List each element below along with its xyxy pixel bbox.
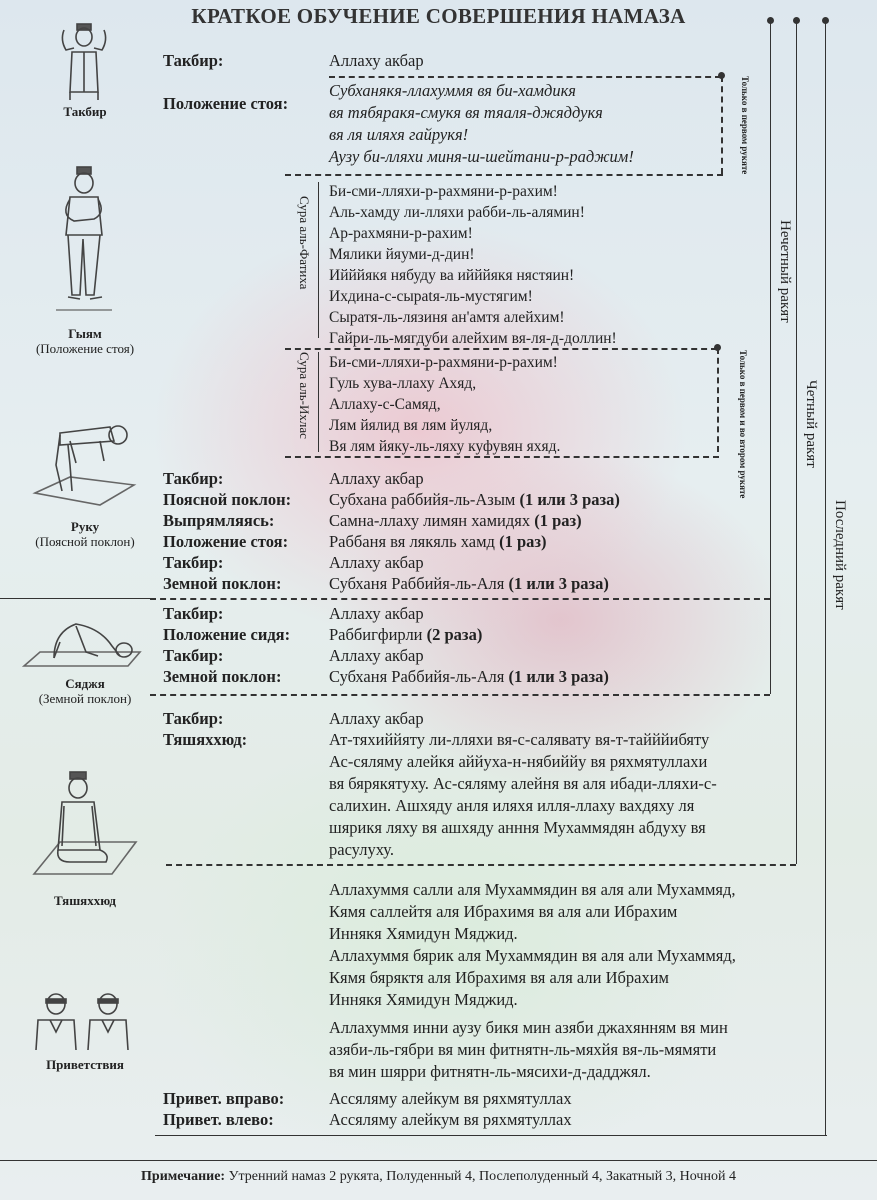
even-rakat-label: Четный ракят — [803, 380, 819, 468]
opening-line: Субханякя-ллахуммя вя би-хамдикя — [329, 81, 576, 100]
note-text: Утренний намаз 2 рукята, Полуденный 4, Послеполуденный 4, Закатный 3, Ночной 4 — [225, 1169, 736, 1184]
sitting-label: Положение сидя: — [163, 625, 291, 644]
takbir-figure-icon — [52, 22, 118, 102]
sitting-label: Земной поклон: — [163, 667, 282, 686]
sitting-text: Субханя Раббийя-ль-Аля — [329, 667, 509, 686]
prostration-caption — [10, 676, 160, 706]
tashahhud-line: расулуху. — [329, 840, 395, 859]
odd-rakat-bracket — [770, 21, 771, 694]
footer-note — [0, 1169, 877, 1185]
first-rakat-vdash — [721, 76, 723, 174]
sitting-count: (1 или 3 раза) — [508, 667, 609, 686]
takbir-label: Такбир: — [163, 51, 224, 70]
sitting-label: Такбир: — [163, 646, 224, 665]
standing-figure-icon — [50, 165, 120, 320]
bowing-text: Самна-ллаху лимян хамидях — [329, 511, 535, 530]
greetings-bottom-line — [155, 1135, 827, 1136]
ikhlas-label: Сура аль-Ихлас — [297, 352, 312, 439]
page-title: КРАТКОЕ ОБУЧЕНИЕ СОВЕРШЕНИЯ НАМАЗА — [191, 4, 686, 28]
ikhlas-line: Вя лям йяку-ль-ляху куфувян яхяд. — [329, 438, 561, 455]
sitting-text: Раббигфирли — [329, 625, 427, 644]
bowing-label: Положение стоя: — [163, 532, 289, 551]
tashahhud-line: вя бярякятуху. Ас-сяляму алейня вя аля ибади-лляхи-с- — [329, 774, 717, 793]
fatiha-line: Аль-хамду ли-лляхи рабби-ль-алямин! — [329, 204, 585, 221]
greeting-value: Ассяляму алейкум вя ряхмятуллах — [329, 1110, 572, 1129]
figure-name: Гыям — [68, 326, 102, 341]
bowing-label: Земной поклон: — [163, 574, 282, 593]
bowing-value — [329, 552, 424, 573]
sitting-count: (2 раза) — [426, 625, 483, 644]
sitting-label: Такбир: — [163, 604, 224, 623]
sitting-bottom-dash — [150, 694, 770, 696]
salawat-line: Иннякя Хямидун Мяджид. — [329, 990, 518, 1009]
fatiha-top-dash — [285, 174, 723, 176]
fatiha-label: Сура аль-Фатиха — [297, 196, 312, 290]
bowing-value — [329, 510, 582, 531]
greetings-caption — [10, 1057, 160, 1072]
last-rakat-label: Последний ракят — [832, 500, 848, 610]
ikhlas-bottom-dash — [285, 456, 719, 458]
fatiha-line: Сыратя-ль-лязиня ан'амтя алейхим! — [329, 309, 565, 326]
dua-line: вя мин шярри фитнятн-ль-мясихи-д-дадджял. — [329, 1062, 651, 1081]
tashahhud-takbir-value: Аллаху акбар — [329, 709, 424, 728]
bowing-label: Такбир: — [163, 553, 224, 572]
bowing-text: Субхана раббийя-ль-Азым — [329, 490, 520, 509]
tashahhud-line: шярикя ляху вя ашхяду анння Мухаммядян абдуху вя — [329, 818, 706, 837]
first-rakat-note: Только в первом рукяте — [740, 76, 750, 175]
bowing-label: Такбир: — [163, 469, 224, 488]
bowing-text: Аллаху акбар — [329, 553, 424, 572]
sitting-value — [329, 624, 482, 645]
bowing-label: Поясной поклон: — [163, 490, 292, 509]
tashahhud-line: Ас-сяляму алейкя аййуха-н-нябиййу вя ряхмятуллахи — [329, 752, 708, 771]
standing-label: Положение стоя: — [163, 94, 289, 113]
ikhlas-line: Аллаху-с-Самяд, — [329, 396, 441, 413]
bowing-value — [329, 489, 620, 510]
fatiha-line: Би-сми-лляхи-р-рахмяни-р-рахим! — [329, 183, 558, 200]
bowing-bottom-dash — [150, 598, 770, 600]
bowing-count: (1 или 3 раза) — [508, 574, 609, 593]
note-label: Примечание: — [141, 1169, 226, 1184]
standing-caption — [10, 326, 160, 356]
fatiha-line: Ар-рахмяни-р-рахим! — [329, 225, 473, 242]
bowing-text: Раббаня вя лякяль хамд — [329, 532, 500, 551]
bowing-count: (1 раз) — [499, 532, 547, 551]
takbir-value: Аллаху акбар — [329, 51, 424, 70]
tashahhud-caption — [10, 893, 160, 908]
tashahhud-takbir-label: Такбир: — [163, 709, 224, 728]
bowing-value — [329, 531, 547, 552]
prostration-figure-icon — [20, 612, 145, 674]
bowing-caption — [10, 519, 160, 549]
figure-sub: (Земной поклон) — [38, 691, 132, 706]
left-divider — [0, 598, 150, 599]
ikhlas-line: Гуль хува-ллаху Ахяд, — [329, 375, 477, 392]
even-rakat-bracket — [796, 21, 797, 864]
ikhlas-note: Только в первом и во втором рукяте — [738, 350, 748, 499]
fatiha-line: Ихдина-с-сырatя-ль-мустягим! — [329, 288, 533, 305]
figure-name: Такбир — [63, 104, 107, 119]
ikhlas-line: Лям йялид вя лям йуляд, — [329, 417, 493, 434]
fatiha-line: Мялики йяуми-д-дин! — [329, 246, 475, 263]
bowing-value — [329, 468, 424, 489]
salawat-line: Аллахуммя салли аля Мухаммядин вя аля али Мухаммяд, — [329, 880, 736, 899]
figure-sub: (Положение стоя) — [35, 341, 135, 356]
salawat-line: Иннякя Хямидун Мяджид. — [329, 924, 518, 943]
figure-sub: (Поясной поклон) — [35, 534, 135, 549]
bowing-text: Субханя Раббийя-ль-Аля — [329, 574, 509, 593]
odd-rakat-label: Нечетный ракят — [777, 220, 793, 323]
tashahhud-figure-icon — [30, 770, 140, 885]
sitting-text: Аллаху акбар — [329, 604, 424, 623]
sitting-value — [329, 645, 424, 666]
figure-name: Приветствия — [46, 1057, 124, 1072]
tashahhud-bottom-dash — [166, 864, 796, 866]
sitting-text: Аллаху акбар — [329, 646, 424, 665]
bowing-figure-icon — [30, 405, 140, 515]
greetings-figure-icon — [22, 990, 142, 1052]
bowing-label: Выпрямляясь: — [163, 511, 275, 530]
salawat-line: Кямя бяряктя аля Ибрахимя вя аля али Ибрахим — [329, 968, 669, 987]
opening-line: Аузу би-лляхи миня-ш-шейтани-р-раджим! — [329, 147, 634, 166]
figure-name: Руку — [70, 519, 100, 534]
dua-line: азяби-ль-гябри вя мин фитнятн-ль-мяхйя вя-ль-мямяти — [329, 1040, 717, 1059]
ikhlas-vdash — [717, 348, 719, 452]
bowing-count: (1 или 3 раза) — [519, 490, 620, 509]
ikhlas-line: Би-сми-лляхи-р-рахмяни-р-рахим! — [329, 354, 558, 371]
first-rakat-top-dash — [329, 76, 721, 78]
tashahhud-line: Ат-тяхиййяту ли-лляхи вя-с-салявату вя-т-тайййибяту — [329, 730, 710, 749]
bowing-value — [329, 573, 609, 594]
greeting-label: Привет. влево: — [163, 1110, 274, 1129]
figure-name: Сяджя — [65, 676, 105, 691]
tashahhud-label: Тяшяххюд: — [163, 730, 248, 749]
tashahhud-line: салихин. Ашхяду анля иляхя илля-ллаху вахдяху ля — [329, 796, 695, 815]
figure-name: Тяшяххюд — [54, 893, 116, 908]
takbir-caption — [10, 104, 160, 119]
bowing-text: Аллаху акбар — [329, 469, 424, 488]
salawat-line: Кямя саллейтя аля Ибрахимя вя аля али Ибрахим — [329, 902, 678, 921]
ikhlas-top-dash — [285, 348, 717, 350]
fatiha-divider — [318, 182, 319, 338]
fatiha-line: Ийййякя нябуду ва ийййякя нястяин! — [329, 267, 575, 284]
bowing-count: (1 раз) — [534, 511, 582, 530]
greeting-value: Ассяляму алейкум вя ряхмятуллах — [329, 1089, 572, 1108]
salawat-line: Аллахуммя бярик аля Мухаммядин вя аля али Мухаммяд, — [329, 946, 736, 965]
dua-line: Аллахуммя инни аузу бикя мин азяби джахянням вя мин — [329, 1018, 728, 1037]
greeting-label: Привет. вправо: — [163, 1089, 285, 1108]
sitting-value — [329, 666, 609, 687]
sitting-value — [329, 603, 424, 624]
opening-line: вя ля иляхя гайрукя! — [329, 125, 469, 144]
opening-line: вя тябяракя-смукя вя тяаля-джяддукя — [329, 103, 603, 122]
fatiha-line: Гайри-ль-мягдуби алейхим вя-ля-д-доллин! — [329, 330, 617, 347]
footer-divider — [0, 1160, 877, 1161]
last-rakat-bracket — [825, 21, 826, 1135]
ikhlas-divider — [318, 352, 319, 452]
